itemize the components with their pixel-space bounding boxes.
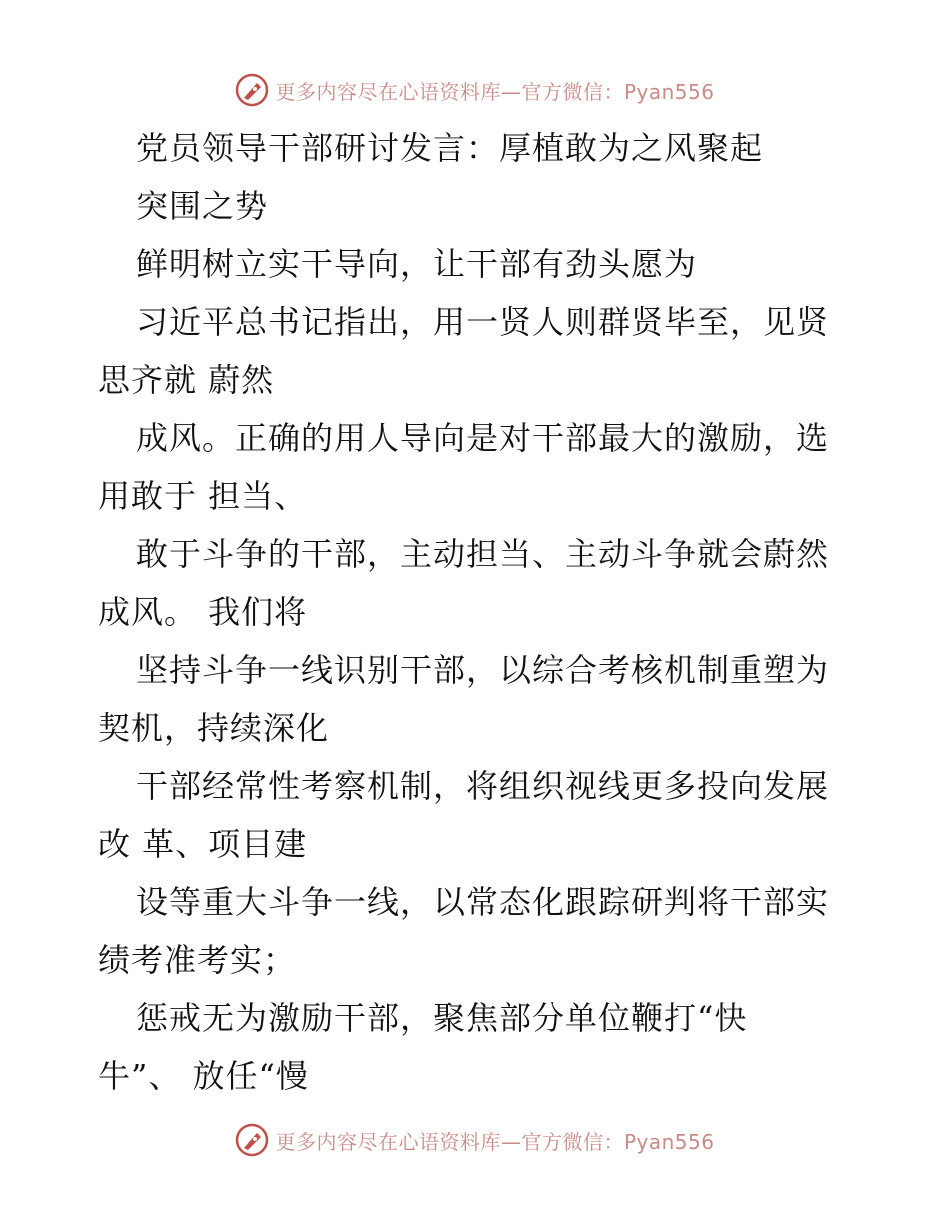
paragraph-line: 用敢于 担当、 — [98, 477, 308, 515]
header-watermark — [0, 70, 950, 110]
paragraph-line: 牛”、 放任“慢 — [98, 1057, 309, 1095]
pen-nib-logo-icon — [235, 73, 269, 107]
paragraph-line: 敢于斗争的干部，主动担当、主动斗争就会蔚然 — [136, 535, 830, 573]
title-line-1: 党员领导干部研讨发言：厚植敢为之风聚起 — [136, 129, 764, 167]
paragraph-line: 设等重大斗争一线，以常态化跟踪研判将干部实 — [136, 883, 830, 921]
paragraph-line: 成风。 我们将 — [98, 593, 308, 631]
paragraph-line: 干部经常性考察机制，将组织视线更多投向发展 — [136, 767, 830, 805]
paragraph-line: 习近平总书记指出，用一贤人则群贤毕至，见贤 — [136, 303, 830, 341]
title-line-2: 突围之势 — [136, 187, 269, 225]
watermark-text: 更多内容尽在心语资料库—官方微信：Pyan556 — [275, 1129, 715, 1154]
watermark-text: 更多内容尽在心语资料库—官方微信：Pyan556 — [275, 79, 715, 104]
pen-nib-logo-icon — [235, 1123, 269, 1157]
paragraph-line: 契机，持续深化 — [98, 709, 330, 747]
footer-watermark — [0, 1120, 950, 1160]
paragraph-line: 成风。正确的用人导向是对干部最大的激励，选 — [136, 419, 830, 457]
paragraph-line: 坚持斗争一线识别干部，以综合考核机制重塑为 — [136, 651, 830, 689]
paragraph-line: 思齐就 蔚然 — [98, 361, 275, 399]
paragraph-line: 惩戒无为激励干部，聚焦部分单位鞭打“快 — [136, 999, 748, 1037]
paragraph-line: 绩考准考实； — [98, 941, 297, 979]
paragraph-line: 改 革、项目建 — [98, 825, 308, 863]
section-heading: 鲜明树立实干导向，让干部有劲头愿为 — [136, 245, 698, 283]
